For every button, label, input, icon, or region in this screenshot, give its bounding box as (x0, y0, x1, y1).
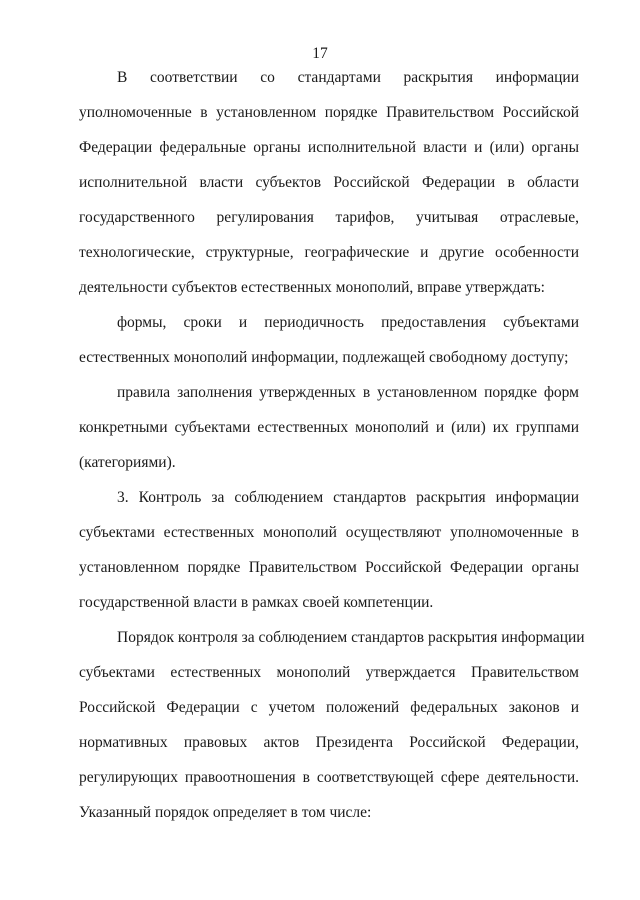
text-line: конкретными субъектами естественных монополий и (или) их группами (79, 419, 579, 436)
text-line: нормативных правовых актов Президента Российской Федерации, (79, 734, 579, 751)
text-line: Порядок контроля за соблюдением стандартов раскрытия информации (117, 629, 585, 646)
text-line: установленном порядке Правительством Российской Федерации органы (79, 559, 579, 576)
text-line: правила заполнения утвержденных в установленном порядке форм (117, 384, 579, 401)
text-line: субъектами естественных монополий утверждается Правительством (79, 664, 579, 681)
text-line: В соответствии со стандартами раскрытия информации (117, 69, 579, 86)
text-line: технологические, структурные, географические и другие особенности (79, 244, 579, 261)
text-line: 3. Контроль за соблюдением стандартов раскрытия информации (117, 489, 579, 506)
text-line: регулирующих правоотношения в соответствующей сфере деятельности. (79, 769, 579, 786)
page-number: 17 (312, 45, 328, 62)
text-line: государственной власти в рамках своей компетенции. (79, 594, 434, 611)
text-line: формы, сроки и периодичность предоставления субъектами (117, 314, 579, 331)
text-line: естественных монополий информации, подлежащей свободному доступу; (79, 349, 569, 366)
text-line: субъектами естественных монополий осуществляют уполномоченные в (79, 524, 579, 541)
text-line: деятельности субъектов естественных монополий, вправе утверждать: (79, 279, 545, 296)
text-line: уполномоченные в установленном порядке Правительством Российской (79, 104, 579, 121)
text-line: государственного регулирования тарифов, учитывая отраслевые, (79, 209, 579, 226)
text-line: (категориями). (79, 454, 176, 471)
text-line: Указанный порядок определяет в том числе: (79, 804, 372, 821)
text-line: Российской Федерации с учетом положений федеральных законов и (79, 699, 579, 716)
text-line: Федерации федеральные органы исполнительной власти и (или) органы (79, 139, 579, 156)
text-line: исполнительной власти субъектов Российской Федерации в области (79, 174, 579, 191)
